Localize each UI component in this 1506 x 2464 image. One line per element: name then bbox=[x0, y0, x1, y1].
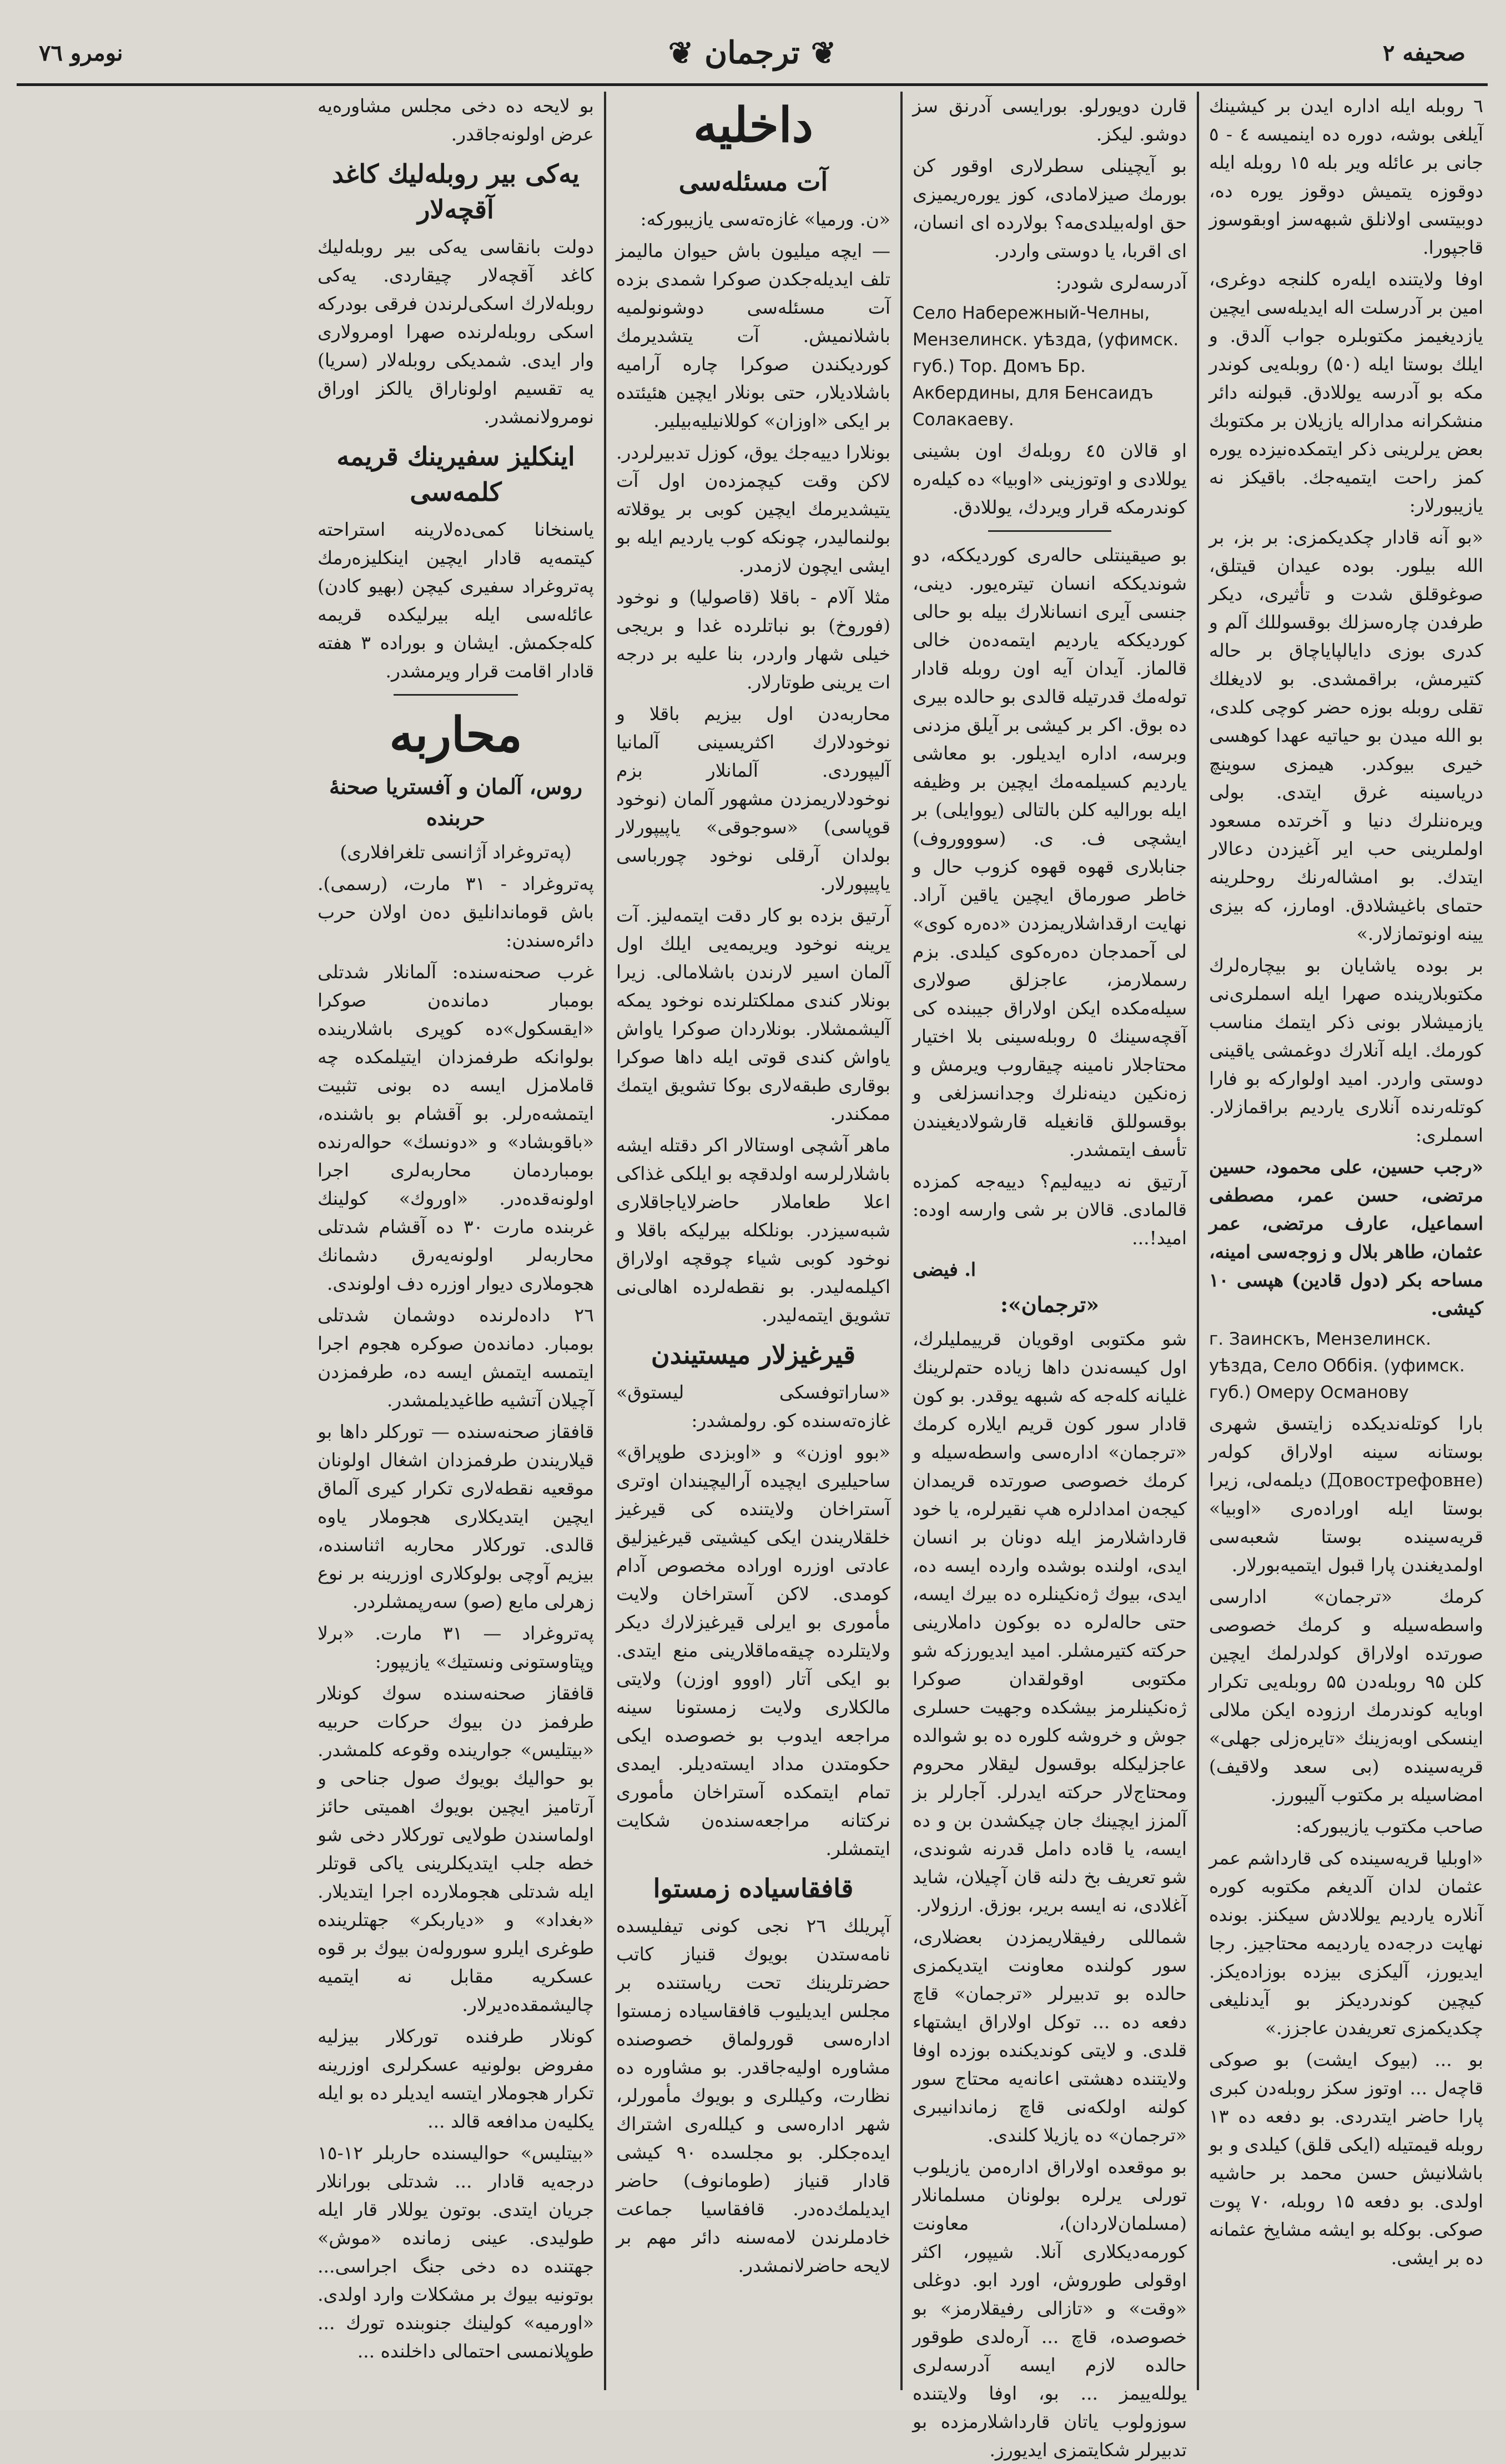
column-2 bbox=[900, 92, 1197, 2461]
section-title-dakhiliye: داخلیه bbox=[693, 97, 813, 153]
column-1 bbox=[1197, 92, 1493, 2390]
column-4 bbox=[308, 92, 604, 2390]
col4-p6: غرب صحنه‌سنده: آلمانلار شدتلی بومبار دمانده‌ن صوکرا «ایقسکول»ده کوپری باشلارینده بولوانکه طرفمزدان ایتیلمکده چه قاملامزل ایسه ده بونی تثبیت ایتمشه‌ه‌رلر. بو آقشام بو باشنده، «باقوبشاد» و «دونسك» حواله‌رنده بومبار‌دمان محاربه‌لری اجرا اولونه‌قده‌در. «اوروك» کولینك غربنده مارت ۳۰ ده آقشام شدتلی محاربه‌لر اولونه‌یه‌رق دشمانك هجوملاری دیوار اوزره دف اولوندی. bbox=[318, 961, 594, 1294]
col3-p4: مثلا آلام - باقلا (قاصولیا) و نوخود (فوروخ) بو نباتلرده غدا و بریجی خیلی شهار واردر، بنا علیه بر درجه ات یرینی طوتارلار. bbox=[616, 586, 890, 693]
col2-p2: بو آیچینلی سطرلاری اوقور کن بورمك صیزلامادی، کوز یوره‌ریمیزی حق اوله‌بیلدی‌مه؟ بولارده ای انسان، ای اقربا، یا دوستی واردر. bbox=[913, 155, 1187, 262]
col1-p9: بو ... (بیوک ایشت) بو صوکی قاچه‌ل ... اوتوز سکز روبله‌دن کبری پارا حاضر ایتدردی. بو دفعه ده ۱۳ روبله قیمتیله (ایکی قلق) کیلدی و بو باشلانیش حسن محمد بر حاشیه اولدی. بو دفعه ۱۵ روبله، ۷۰ پوت صوکی. بوکله بو ایشه مشایخ عثمانه ده بر ایشی. bbox=[1209, 2049, 1483, 2269]
issue-number: نومرو ۷٦ bbox=[39, 39, 123, 66]
heading-new-ruble-notes: یه‌کی بیر روبله‌لیك کاغد آقچه‌لار bbox=[332, 159, 580, 224]
col1-p6: کرمك «ترجمان» ادارسی واسطه‌سیله و کرمك خصوصی صورتده اولاراق کولدرلمك ایچین کلن ۹۵ روبله‌دن ۵۵ روبله‌یی تکرار اوبایه کوندرمك ارزوده ایکن ملالی اینسکی اوبه‌زینك «تایره‌زلی جهلی» قریه‌سینده (بی سعد ولاقیف) امضاسیله بر مکتوب آلیبورز. bbox=[1209, 1586, 1483, 1806]
col1-p2: اوفا ولایتنده ایله‌ره کلنجه دوغری، امین بر آدرسلت اله ایدیله‌سی ایچین یازدیغیمز مکتوبلره جواب آلدق. و ایلك بوستا ایله (۵۰) روبله‌یی کوندر مکه بو آدرسه یوللادق. قبولنه دائر منشکرانه مداراله یازیلان بر مکتوبك بعض یرلرینی ذکر ایتمکده‌نیزده یوره کمز راحت ایتمیه‌جك. باقیکز نه یازیبورلار: bbox=[1209, 268, 1483, 516]
col4-p4: (په‌تروغراد آژانسی تلغرافلاری) bbox=[340, 841, 572, 863]
col3-p2: — ایچه میلیون باش حیوان مالیمز تلف ایدیله‌جکدن صوکرا شمدی بزده آت مسئله‌سی دوشونولمیه باشلانمیش. آت یتشدیرمك کوردیکندن صوکرا چاره آرامیه باشلادیلار، حتی بونلار ایچین هئیئتده بر ایکی «اوزان» کوللانیلیه‌بیلیر. bbox=[616, 240, 890, 431]
col2-address: Село Набережный-Челны, Мензелинск. уѣзда, (уфимск. губ.) Тор. Домъ Бр. Акбердины, для Бенсаидъ Солакаеву. bbox=[913, 303, 1179, 430]
section-divider-war bbox=[394, 694, 518, 696]
col4-p8: قافقاز صحنه‌سنده — تورکلر داها بو قیلاریندن طرفمزدان اشغال اولونان موقعیه نقطه‌لاری تکرار کیری آلماق ایچین ایتدیکلاری هجوملار یاوه قالدی. تورکلار محاربه اثناسنده، بیزیم آوچی بولوکلاری اوزرینه بر نوع زهرلی مایع (صو) سه‌رپمشلردر. bbox=[318, 1421, 594, 1612]
col2-heading-tarjuman: «ترجمان»: bbox=[1000, 1292, 1099, 1317]
col3-p1: «ن. ورمیا» غازه‌ته‌سی یازیبورکه: bbox=[640, 208, 890, 230]
heading-war-front: روس، آلمان و آفستریا صحنهٔ حربنده bbox=[329, 774, 583, 830]
col1-p4: بر بوده یاشایان بو بیچاره‌لرك مکتوبلارینده صهرا ایله اسملری‌نی یازمیشلار بونی ذکر ایتمك مناسب کورمك. ایله آنلارك دوغمشی یاقینی دوستی واردر. امید اولوارکه بو فارا کوتله‌رنده آنلاری یاردیم براقمازلار. اسملری: bbox=[1209, 954, 1483, 1146]
col3-p3: بونلارا دییه‌جك یوق، کوزل تدبیرلردر. لاکن وقت کیچمزده‌ن اول آت یتیشدیرمك ایچین کوبی بر یوقلاته بولنمالیدر، چونکه کوب یاردیم ایله بو ایشی ایچون لازمدر. bbox=[616, 441, 890, 576]
col1-p3: «بو آنه قادار چکدیکمزی: بر بز، بر الله بیلور. بوده عیدان قیتلق، صوغوقلق شدت و تأثیری، دیکر طرفدن چاره‌سزلك بوقسوللك آلم و کدری بوزی دایالپایاچاق بر حاله کتیرمش، براقمشدی. بو لادیغلك تقلی روبله بوزه حضر کوچی کلدی، بو الله میدن بو حیاتیه عهدا کوهسی خیری بیوکدر. هیمزی سوینچ دریاسینه غرق ایتدی. بولی ویره‌ننلرك دنیا و آخرتده مسعود اولملرینی حب ایر آغیزدن دعالار ایتدك. بو امشاله‌رنك روحلرینه حتمای باغیشلادق. اومارز، که بیزی یینه اونوتمازلار.» bbox=[1209, 526, 1483, 944]
col4-p11: کونلار طرفنده تورکلار بیزلیه مفروض بولونیه عسکرلری اوزرینه تکرار هجوملار ایتسه ایدیلر ده بو ایله یکلیه‌ن مدافعه قالد ... bbox=[318, 2025, 594, 2132]
heading-british-ambassador: اینکلیز سفیرینك قریمه کلمه‌سی bbox=[336, 441, 575, 507]
col1-name-list: «رجب حسین، علی محمود، حسین مرتضی، حسن عمر، مصطفی اسماعیل، عارف مرتضی، عمر عثمان، طاهر بلال و زوجه‌سی امینه، مساحه بکر (دول قادین) هپسی ۱۰ کیشی. bbox=[1209, 1156, 1483, 1319]
columns bbox=[11, 92, 1493, 2461]
col1-p8: «اوبلیا قریه‌سینده کی قارداشم عمر عثمان لدان آلدیغم مکتوبه کوره آنلاره یاردیم یوللادش سیکنز. بونده نهایت درجه‌ده یاردیمه محتاجیز. رجا ایدیورز، آلیکزی بیزده بوزاده‌یکز. کیچین کوندردیکز بو آیدنلیغی چکدیکمزی تعریفدن عاجزز.» bbox=[1209, 1847, 1483, 2039]
col1-p1: ٦ روبله ایله اداره ایدن بر کیشینك آیلغی بوشه، دوره ده اینمیسه ٤ - ٥ جانی بر عائله ویر بله ۱٥ روبله ایله دوقوزه یتمیش دوقوز یوره ده، دوبیتسی اولانلق شبهه‌سز اوبقوسوز قاجپورا. bbox=[1209, 95, 1483, 258]
col3-p9: «بوو اوزن» و «اوبزدی طوپراق» ساحیلیری ایچیده آرالیچیندان اوتری آستراخان ولایتنده کی قیرغیز خلقلاریندن ایکی کیشیتی قیرغیزلیق عادتی اوزره اوراده مخصوص آدام کومدی. لاکن آستراخان ولایت مأموری بو ایرلی قیرغیزلارك دیکر ولایتلرده چیقه‌ماقلارینی منع ایتدی. بو ایکی آتار (اووو اوزن) ولایتی مالکلاری ولایت زمستونا سینه مراجعه ایدوب بو خصوصده ایکی حکومتدن مداد ایسته‌دیلر. ایمدی تمام ایتمکده آستراخان مأموری نرکتانه مراجعه‌سنده‌ن شکایت ایتمشلر. bbox=[616, 1441, 890, 1859]
col4-p10: قافقاز صحنه‌سنده سوك کونلار طرفمز دن بیوك حرکات حربیه «بیتلیس» جوارینده وقوعه کلمشدر. بو حوالیك بویوك صول جناحی و آرتامیز ایچین بویوك اهمیتی حائز اولماسندن طولایی تورکلار دخی شو خطه جلب ایتدیکلرینی یاکی قوتلر ایله شدتلی هجوملارده اجرا ایتدیلار. «بغداد» و «دیاربکر» جهتلرینده طوغری ایلرو سوروله‌ن بیوك بر قوه عسکریه مقابل نه ایتمیه چالیشمقده‌دیرلار. bbox=[318, 1682, 594, 2015]
col2-p7: شو مکتوبی اوقویان قرییملیلرك، اول کیسه‌ندن داها زیاده حتم‌لرینك غلیانه کله‌جه که شبهه یوقدر. بو کون قادار سور کون قریم ایلاره کرمك «ترجمان» اداره‌سی واسطه‌سیله و کرمك خصوصی صورتده قریمدان کیجه‌ن امدادلره هپ نقیرلره، یا خود قارداشلارمز ایله دونان بر انسان ایدی، اولنده بوشده وارده ایسه ده، ایدی، بیوك ژه‌نکینلره ده بیرك ایسه، حتی حاله‌لره ده بوکون داملارینی حرکته کتیرمشلر. امید ایدیورزکه شو مکتوبی اوقولقدان صوکرا ژه‌نکینلرمز بیشکده وجهیت حسلری جوش و خروشه کلوره ده بو شوالده عاجزلیکله بوقسول لیقلار محروم ومحتاج‌لار حرکته ایدرلر. آجارلر بز آلمزز ایچینك جان چیکشدن بن و ده ایسه، یا قاده دامل قدرنه شوندی، شو تعریف بخ دلنه قان آچیلان، شاید آغلادی، نه ایسه بریر، بوزق. ارزولار. bbox=[913, 1328, 1187, 1916]
page-number: صحيفه ۲ bbox=[1383, 39, 1465, 66]
col4-p2: دولت بانقاسی یه‌کی بیر روبله‌لیك کاغد آقچه‌لار چیقاردی. یه‌کی روبله‌لارك اسکی‌لرندن فرقی بودرکه اسکی روبله‌لرنده صهرا اومرولاری وار ایدی. شمدیکی روبله‌لار (سریا) یه تقسیم اولوناراق یالکز اوراق نومرولانمشدر. bbox=[318, 236, 594, 428]
col2-p8: شماللی رفیقلاریمزدن بعضلاری، سور کولنده معاونت ایتدیکمزی حالده بو تدبیرلر «ترجمان» قاچ دفعه ده ... توکل اولاراق ایشتهاء قلدی. و لایتی کوندیکنده بوزده اوفا ولایتنده دهشتی اعانه‌یه محتاج سور کولنه اولکه‌نی قاچ زماندانیبری «ترجمان» ده یازیلا کلندی. bbox=[913, 1926, 1187, 2146]
col2-signature: ا. فیضی bbox=[913, 1259, 976, 1280]
masthead bbox=[17, 22, 1488, 86]
heading-caucasus-zemstvo: قافقاسیاده زمستوا bbox=[653, 1873, 854, 1903]
newspaper-title bbox=[657, 34, 847, 71]
col2-p9: بو موقعده اولاراق اداره‌من یازیلوب تورلی یرلره بولونان مسلمانلار (مسلمان‌لاردان)، معاونت کورمه‌دیکلاری آنلا. شیپور، اکثر اوقولی طوروش، اورد ابو. دوغلی «وقت» و «تازالی رفیقلارمز» بو خصوصده، قاچ ... آره‌لدی طوقور حالده لازم ایسه آدرسه‌لری یولله‌ییمز ... بو، اوفا ولایتنده سوزولوب یاتان قارداشلارمزده بو تدبیرلر شکایتمزی ایدیورز. bbox=[913, 2156, 1187, 2461]
col1-p7: صاحب مکتوب یازیبورکه: bbox=[1296, 1816, 1483, 1837]
section-title-war: محاربه bbox=[389, 707, 522, 763]
column-3 bbox=[604, 92, 900, 2390]
heading-kyrgyz-steppe: قیرغیزلار میستیندن bbox=[651, 1340, 856, 1370]
col3-p6: آرتیق بزده بو کار دقت ایتمه‌لیز. آت یرینه نوخود ویریمه‌یی ایلك اول آلمان اسیر لارندن باشلامالی. زیرا بونلار کندی مملکتلرنده نوخود یمکه آلیشمشلار. بونلاردان صوکرا یاواش یاواش کندی قوتی ایله داها صوکرا بوقاری طبقه‌لاری بوکا تشویق ایتمك ممکندر. bbox=[616, 904, 890, 1124]
col3-p5: محاربه‌دن اول بیزیم باقلا و نوخودلارك اکثریسینی آلمانیا آلیپوردی. آلمانلار بزم نوخودلاریمزدن مشهور آلمان (نوخود قوپاسی) «سوجوقی» یاپیپورلار بولدان آرقلی نوخود چوربا‌سی یاپیپورلار. bbox=[616, 703, 890, 894]
ornament-right-icon: ❦ bbox=[810, 35, 837, 71]
col1-p5: بارا کوتله‌ندیکده زایتسق شهری بوستانه سینه اولاراق کوله‌ر (Довострефовне) دیلمه‌لی، زیرا بوستا ایله اوراده‌ری «اوبیا» قریه‌سینده بوستا شعبه‌سی اولمدیغندن پارا قبول ایتمیه‌بورلار. bbox=[1209, 1412, 1483, 1576]
col4-p1: بو لایحه ده دخی مجلس مشاوره‌یه عرض اولونه‌جاقدر. bbox=[318, 95, 594, 145]
col2-p1: قارن دویورلو. بورایسی آدرنق سز دوشو. لیکز. bbox=[913, 95, 1187, 145]
ornament-left-icon: ❦ bbox=[668, 35, 694, 71]
col3-p7: ماهر آشچی اوستالار اکر دقتله ایشه باشلارلرسه اولدقچه بو ایلکی غذاکی اعلا طعاملار حاضرلایاجاقلاری شبه‌سیزدر. بونلکله بیرلیکه باقلا و نوخود کوبی شیاء چوقچه اولاراق اکیلمه‌لیدر. بو نقطه‌لرده اهالی‌نی تشویق ایتمه‌لیدر. bbox=[616, 1134, 890, 1326]
section-divider bbox=[988, 530, 1111, 532]
col4-p12: «بیتلیس» حوالیسنده حاربلر ۱۲-۱٥ درجه‌یه قادار ... شدتلی بورانلار جریان ایتدی. بوتون یوللار قار ایله طولیدی. عینی زمانده «موش» جهتنده ده دخی جنگ اجراسی... بوتونیه بیوك بر مشکلات وارد اولدی. «اورمیه» کولینك جنوبنده تورك ... طوپلانمسی احتمالی داخلنده ... bbox=[318, 2142, 594, 2362]
col2-p3: آدرسه‌لری شودر: bbox=[1055, 271, 1187, 293]
col1-address: г. Заинскъ, Мензелинск. уѣзда, Село Оббія. (уфимск. губ.) Омеру Османову bbox=[1209, 1329, 1465, 1402]
col4-p7: ۲٦ داده‌لرنده دوشمان شدتلی بومبار. دمانده‌ن صوکره هجوم اجرا ایتمسه ایتمش ایسه ده، طرفمزدن آچیلان آتشیه طاغیدیلمشدر. bbox=[318, 1304, 594, 1411]
heading-horse-question: آت مسئله‌سی bbox=[678, 167, 828, 197]
col2-p5: بو صیقینتلی حاله‌ری کوردیککه، دو شوندیککه انسان تیتره‌یور. دینی، جنسی آیری انسانلارك بیله بو حالی کوردیککه یاردیم ایتمه‌ده‌ن خالی قالماز. آیدان آیه اون روبله قادار توله‌مك قدرتیله قالدی بو حالده بیری ده بوق. اکر بر کیشی بر آیلق مزدنی وبرسه، اداره ایدیلور. بو معاشی یاردیم کسیلمه‌مك ایچین بر وظیفه ایله بورالیه کلن بالتالی (یووایلی) بر ایشچی ف. ی. (سوووروف) جنابلاری قهوه قهوه کزوب حال و خاطر صورماق ایچین یاقین آراد. نهایت ارقداشلاریمزدن «ده‌ره کوی» لی آحمدجان ده‌ره‌کوی کیلدی. بزم رسملارمز، عاجزلق صولاری سیله‌مکده ایکن اولاراق جیبنده کی آقچه‌سینك ٥ روبله‌سینی بلا اختیار محتاجلار نامینه چیقاروب ویرمش و زه‌نکین دینه‌نلرك وجدانسزلغی و بوقسوللق قانغیله قارشولادیغیندن تأسف ایتمشدر. bbox=[913, 544, 1187, 1160]
col4-p9: په‌تروغراد — ۳۱ مارت. «برلا وپتاوستونی ونستیك» یازیپور: bbox=[318, 1622, 595, 1672]
col3-p8: «ساراتوفسکی لیستوق» غازه‌ته‌سنده کو. رولمشدر: bbox=[616, 1381, 890, 1431]
col3-p10: آپریلك ۲٦ نجی کونی تیفلیسده نامه‌ستدن بویوك قنیاز کاتب حضرتلرینك تحت ریاستنده بر مجلس ایدیلیوب قافقاسیاده زمستوا اداره‌سی قورولماق خصوصنده مشاوره اولیه‌جاقدر. بو مشاوره ده نظارت، وکیللری و بویوك مأمورلر، شهر اداره‌سی و کیلله‌ری اشتراك ایده‌جکلر. بو مجلسده ۹۰ کیشی قادار قنیاز (طومانوف) حاضر ایدیلمك‌ده‌در. قافقاسیا جماعت خادملرندن لامه‌سنه دائر مهم بر لایحه حاضرلانمشدر. bbox=[616, 1915, 890, 2276]
col2-p4: او قالان ٤٥ روبله‌ك اون بشینی یوللادی و اوتوزینی «اوبیا» ده کیله‌ره کوندرمکه قرار ویردك، یوللادق. bbox=[913, 440, 1187, 518]
col4-p3: یاسنخانا کمی‌ده‌لارینه استراحته کیتمه‌یه قادار ایچین اینکلیزه‌رمك په‌تروغراد سفیری کیچن (بهیو کادن) عائله‌سی ایله بیرلیکده قریمه کله‌جکمش. ایشان و بوراده ۳ هفته قادار اقامت قرار ویرمشدر. bbox=[318, 519, 594, 682]
col2-p6: آرتیق نه دییه‌لیم؟ دییه‌جه کمزده قالمادی. قالان بر شی وارسه اوده: امید!... bbox=[913, 1170, 1187, 1249]
title-text: ترجمان bbox=[704, 34, 800, 71]
col4-p5: په‌تروغراد - ۳۱ مارت، (رسمی). باش قوماندانلیق ده‌ن اولان حرب دائره‌سندن: bbox=[318, 873, 594, 951]
